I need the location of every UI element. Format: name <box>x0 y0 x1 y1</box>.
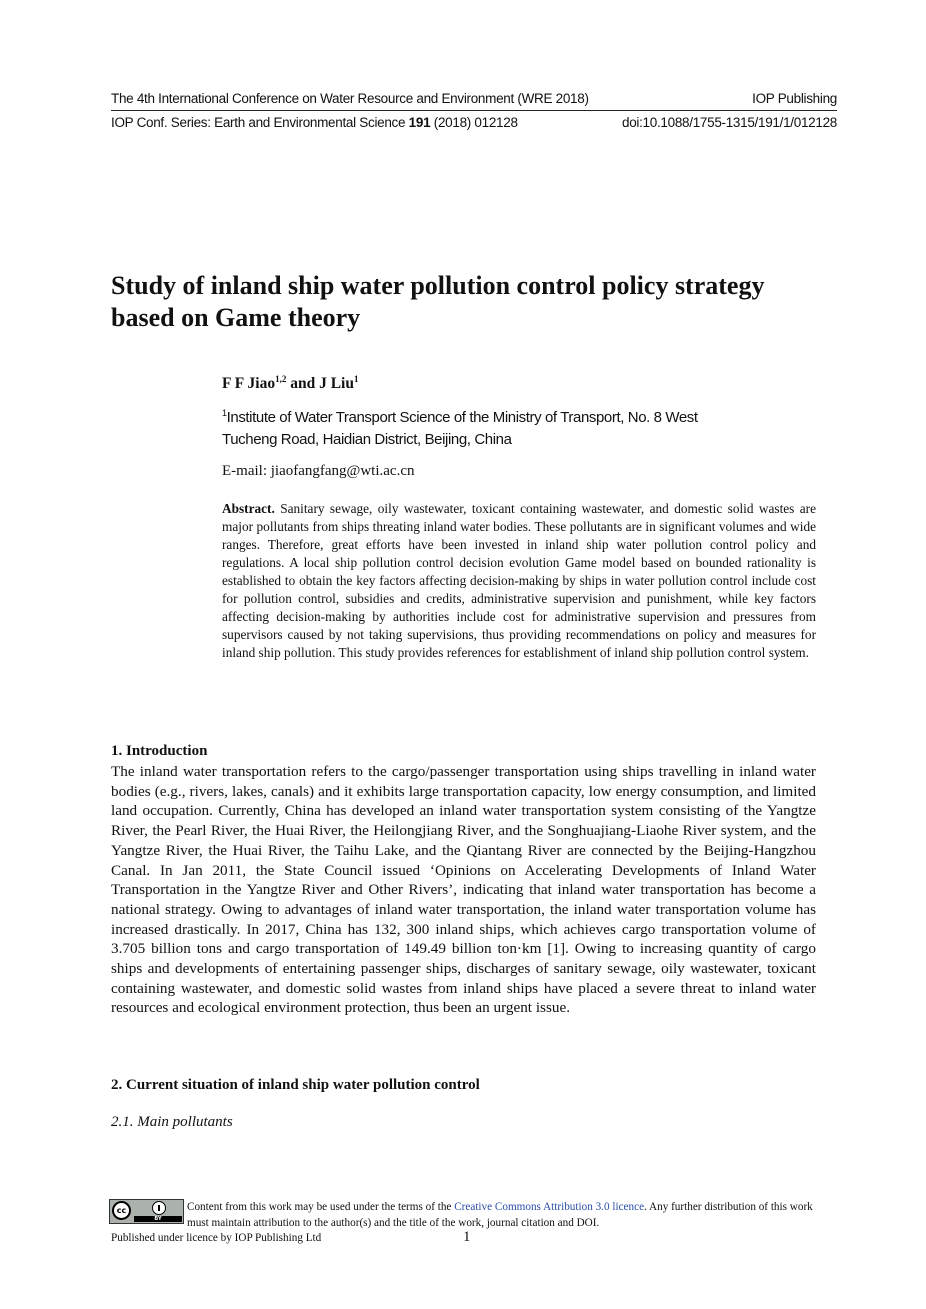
author-1-affiliation-mark: 1,2 <box>275 374 287 384</box>
header-divider <box>111 110 837 111</box>
section-heading-introduction: 1. Introduction <box>111 743 208 759</box>
author-1: F F Jiao <box>222 375 276 393</box>
subsection-heading-main-pollutants: 2.1. Main pollutants <box>111 1114 233 1130</box>
paper-title <box>111 270 831 334</box>
email[interactable]: E-mail: jiaofangfang@wti.ac.cn <box>222 463 415 479</box>
section-heading-current-situation: 2. Current situation of inland ship water pollution control <box>111 1077 480 1093</box>
cc-by-license-badge[interactable] <box>109 1199 184 1224</box>
author-list <box>222 374 816 393</box>
license-notice <box>187 1200 819 1231</box>
abstract-label: Abstract. <box>222 501 275 516</box>
abstract-text: Sanitary sewage, oily wastewater, toxicant containing wastewater, and domestic solid wastes are major pollutants from ships threating inland water bodies. These pollutants are in significant volumes and wide ranges. Therefore, great efforts have been invested in inland ship water pollution control policy and regulations. A local ship pollution control decision evolution Game model based on bounded rationality is established to obtain the key factors affecting decision-making by ships in water pollution control include cost for pollution control, subsidies and credits, administrative supervision and punishment, while key factors affecting decision-making by authorities include cost for administrative supervision and pressures from supervisors caused by not taking supervisions, thus providing recommendations on policy and measures for inland ship pollution. This study provides references for establishment of inland ship pollution control system. <box>222 501 816 660</box>
affiliation-mark: 1 <box>222 408 227 418</box>
author-2: J Liu <box>319 375 354 393</box>
published-notice: Published under licence by IOP Publishing Ltd <box>111 1232 322 1244</box>
cc-icon: cc <box>112 1201 131 1220</box>
license-text-pre: Content from this work may be used under the terms of the <box>187 1201 455 1213</box>
running-header <box>111 91 837 106</box>
attribution-person-icon <box>152 1201 166 1215</box>
license-link[interactable]: Creative Commons Attribution 3.0 licence <box>454 1201 645 1213</box>
doi[interactable]: doi:10.1088/1755-1315/191/1/012128 <box>621 115 837 130</box>
publisher-name: IOP Publishing <box>752 91 837 106</box>
author-2-affiliation-mark: 1 <box>353 374 359 384</box>
by-label: BY <box>134 1216 182 1222</box>
abstract <box>222 500 816 662</box>
affiliation <box>222 402 816 451</box>
affiliation-line-2: Tucheng Road, Haidian District, Beijing, China <box>222 431 512 448</box>
title-line-2: based on Game theory <box>111 303 361 332</box>
series-prefix: IOP Conf. Series: Earth and Environmental Science <box>111 115 409 130</box>
page-number: 1 <box>463 1229 471 1245</box>
series-suffix: (2018) 012128 <box>430 115 518 130</box>
volume-number: 191 <box>408 115 431 130</box>
affiliation-line-1: Institute of Water Transport Science of the Ministry of Transport, No. 8 West <box>226 409 698 426</box>
title-line-1: Study of inland ship water pollution control policy strategy <box>111 271 765 300</box>
introduction-body: The inland water transportation refers to the cargo/passenger transportation using ships travelling in inland water bodies (e.g., rivers, lakes, canals) and it exhibits large transportation capacity, low energy consumption, and limited land occupation. Currently, China has developed an inland water transportation system consisting of the Yangtze River, the Pearl River, the Huai River, the Heilongjiang River, and the Songhuajiang-Liaohe River system, and the Yangtze River, the Huai River, the Taihu Lake, and the Qiantang River are connected by the Beijing-Hangzhou Canal. In Jan 2011, the State Council issued ‘Opinions on Accelerating Developments of Inland Water Transportation in the Yangtze River and Other Rivers’, indicating that inland water transportation has become a national strategy. Owing to advantages of inland water transportation, the inland water transportation volume has increased drastically. In 2017, China has 132, 300 inland ships, which achieves cargo transportation volume of 3.705 billion tons and cargo transportation of 149.49 billion ton·km [1]. Owing to increasing quantity of cargo ships and developments of entertaining passenger ships, discharges of sanitary sewage, oily wastewater, toxicant containing wastewater, and domestic solid wastes from inland ships have placed a severe threat to inland water resources and ecological environment protection, thus been an urgent issue. <box>111 763 816 1017</box>
conference-name: The 4th International Conference on Water Resource and Environment (WRE 2018) <box>111 91 589 106</box>
author-conjunction: and <box>286 375 320 393</box>
series-header <box>111 115 837 130</box>
license-text-post: . Any further distribution of this work must maintain attribution to the author(s) and the title of the work, journal citation and DOI. <box>187 1201 813 1229</box>
